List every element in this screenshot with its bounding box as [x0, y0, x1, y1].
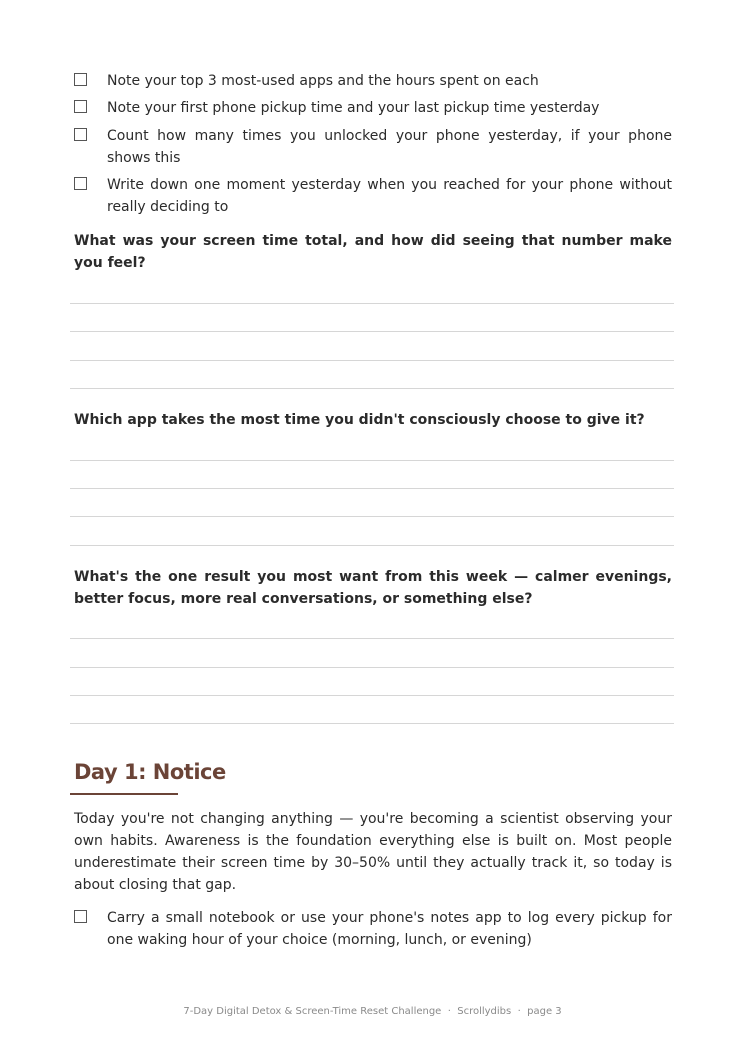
writing-line[interactable]	[70, 488, 674, 489]
heading-underline	[70, 793, 178, 795]
writing-line[interactable]	[70, 667, 674, 668]
writing-line[interactable]	[70, 638, 674, 639]
writing-line[interactable]	[70, 331, 674, 332]
reflection-question: What's the one result you most want from this week — calmer evenings, better focus, more real conversations, or something else?	[74, 569, 672, 607]
checkbox[interactable]	[74, 910, 87, 923]
checklist-item-text: Count how many times you unlocked your phone yesterday, if your phone shows this	[107, 128, 672, 166]
section-heading: Day 1: Notice	[74, 760, 226, 784]
writing-line[interactable]	[70, 388, 674, 389]
writing-line[interactable]	[70, 695, 674, 696]
checkbox[interactable]	[74, 100, 87, 113]
checklist-item-text: Write down one moment yesterday when you reached for your phone without really deciding to	[107, 177, 672, 215]
writing-line[interactable]	[70, 360, 674, 361]
checkbox[interactable]	[74, 177, 87, 190]
checklist-item-text: Note your top 3 most-used apps and the hours spent on each	[107, 73, 539, 89]
writing-line[interactable]	[70, 460, 674, 461]
checklist-item-text: Note your first phone pickup time and your last pickup time yesterday	[107, 100, 600, 116]
checkbox[interactable]	[74, 128, 87, 141]
section-paragraph: Today you're not changing anything — you're becoming a scientist observing your own habits. Awareness is the foundation everything else is built on. Most people underestimate their screen time by 30–50% until they actually track it, so today is about closing that gap.	[74, 811, 672, 893]
checkbox[interactable]	[74, 73, 87, 86]
reflection-question: What was your screen time total, and how did seeing that number make you feel?	[74, 233, 672, 271]
writing-line[interactable]	[70, 516, 674, 517]
writing-line[interactable]	[70, 545, 674, 546]
checklist-item-text: Carry a small notebook or use your phone's notes app to log every pickup for one waking hour of your choice (morning, lunch, or evening)	[107, 910, 672, 948]
writing-line[interactable]	[70, 303, 674, 304]
page-footer: 7-Day Digital Detox & Screen-Time Reset Challenge · Scrollydibs · page 3	[183, 1006, 562, 1017]
writing-line[interactable]	[70, 723, 674, 724]
reflection-question: Which app takes the most time you didn't consciously choose to give it?	[74, 412, 645, 428]
